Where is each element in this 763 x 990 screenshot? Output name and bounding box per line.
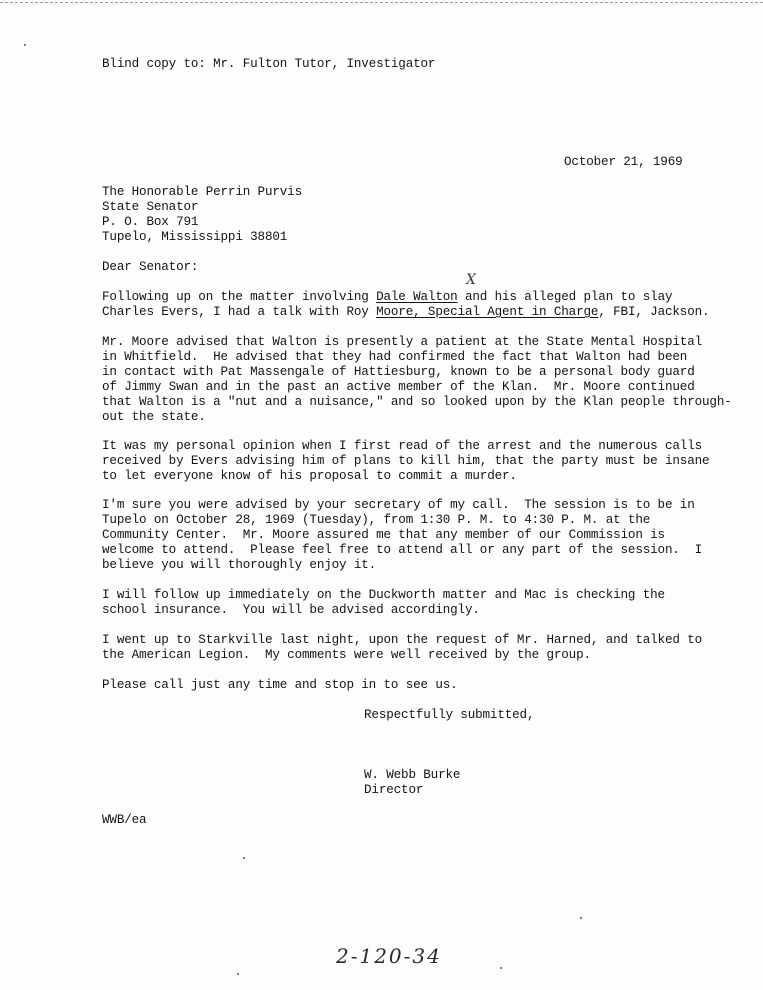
page-top-edge xyxy=(0,2,763,3)
paragraph-line: I went up to Starkville last night, upon the request of Mr. Harned, and talked to xyxy=(102,633,703,647)
paragraph-4 xyxy=(102,498,742,573)
signature-title: Director xyxy=(364,783,424,797)
paragraph-line: that Walton is a "nut and a nuisance," and so looked upon by the Klan people through- xyxy=(102,395,732,409)
recipient-name: The Honorable Perrin Purvis xyxy=(102,185,303,199)
paragraph-line: Mr. Moore advised that Walton is presently a patient at the State Mental Hospital xyxy=(102,335,703,349)
paragraph-1-line-1: Following up on the matter involving Dale Walton and his alleged plan to slay xyxy=(102,290,673,304)
paragraph-6 xyxy=(102,633,742,663)
scan-speck xyxy=(580,917,582,919)
paragraph-line: I will follow up immediately on the Duckworth matter and Mac is checking the xyxy=(102,588,665,602)
paragraph-line: in contact with Pat Massengale of Hattiesburg, known to be a personal body guard xyxy=(102,365,695,379)
paragraph-5 xyxy=(102,588,742,618)
recipient-box: P. O. Box 791 xyxy=(102,215,199,229)
paragraph-1-line-2: Charles Evers, I had a talk with Roy Moore, Special Agent in Charge, FBI, Jackson. xyxy=(102,305,710,319)
margin-check-mark: X xyxy=(466,272,476,288)
salutation: Dear Senator: xyxy=(102,260,199,274)
closing: Respectfully submitted, xyxy=(364,708,535,722)
paragraph-line: I'm sure you were advised by your secretary of my call. The session is to be in xyxy=(102,498,695,512)
blind-copy-line: Blind copy to: Mr. Fulton Tutor, Investigator xyxy=(102,57,436,71)
paragraph-line: in Whitfield. He advised that they had confirmed the fact that Walton had been xyxy=(102,350,688,364)
paragraph-7: Please call just any time and stop in to see us. xyxy=(102,678,458,692)
paragraph-line: believe you will thoroughly enjoy it. xyxy=(102,558,377,572)
paragraph-line: Tupelo on October 28, 1969 (Tuesday), from 1:30 P. M. to 4:30 P. M. at the xyxy=(102,513,651,527)
typist-initials: WWB/ea xyxy=(102,813,147,827)
scan-speck xyxy=(237,973,239,975)
paragraph-line: of Jimmy Swan and in the past an active member of the Klan. Mr. Moore continued xyxy=(102,380,695,394)
underlined-agent-moore: Moore, Special Agent in Charge xyxy=(376,305,599,319)
recipient-city: Tupelo, Mississippi 38801 xyxy=(102,230,288,244)
paragraph-line: Community Center. Mr. Moore assured me that any member of our Commission is xyxy=(102,528,665,542)
paragraph-1 xyxy=(102,290,742,320)
paragraph-line: to let everyone know of his proposal to commit a murder. xyxy=(102,469,517,483)
paragraph-line: received by Evers advising him of plans to kill him, that the party must be insane xyxy=(102,454,710,468)
paragraph-line: the American Legion. My comments were well received by the group. xyxy=(102,648,591,662)
paragraph-line: school insurance. You will be advised accordingly. xyxy=(102,603,480,617)
scan-speck xyxy=(243,857,245,859)
letter-date: October 21, 1969 xyxy=(564,155,683,169)
paragraph-line: out the state. xyxy=(102,410,206,424)
recipient-title: State Senator xyxy=(102,200,199,214)
signature-name: W. Webb Burke xyxy=(364,768,461,782)
underlined-name-walton: Dale Walton xyxy=(376,290,458,304)
scan-speck xyxy=(500,967,502,969)
scan-speck xyxy=(24,44,26,46)
paragraph-3 xyxy=(102,439,742,484)
handwritten-file-number: 2-120-34 xyxy=(336,944,442,968)
paragraph-line: It was my personal opinion when I first read of the arrest and the numerous calls xyxy=(102,439,703,453)
paragraph-line: welcome to attend. Please feel free to attend all or any part of the session. I xyxy=(102,543,703,557)
paragraph-2 xyxy=(102,335,742,425)
